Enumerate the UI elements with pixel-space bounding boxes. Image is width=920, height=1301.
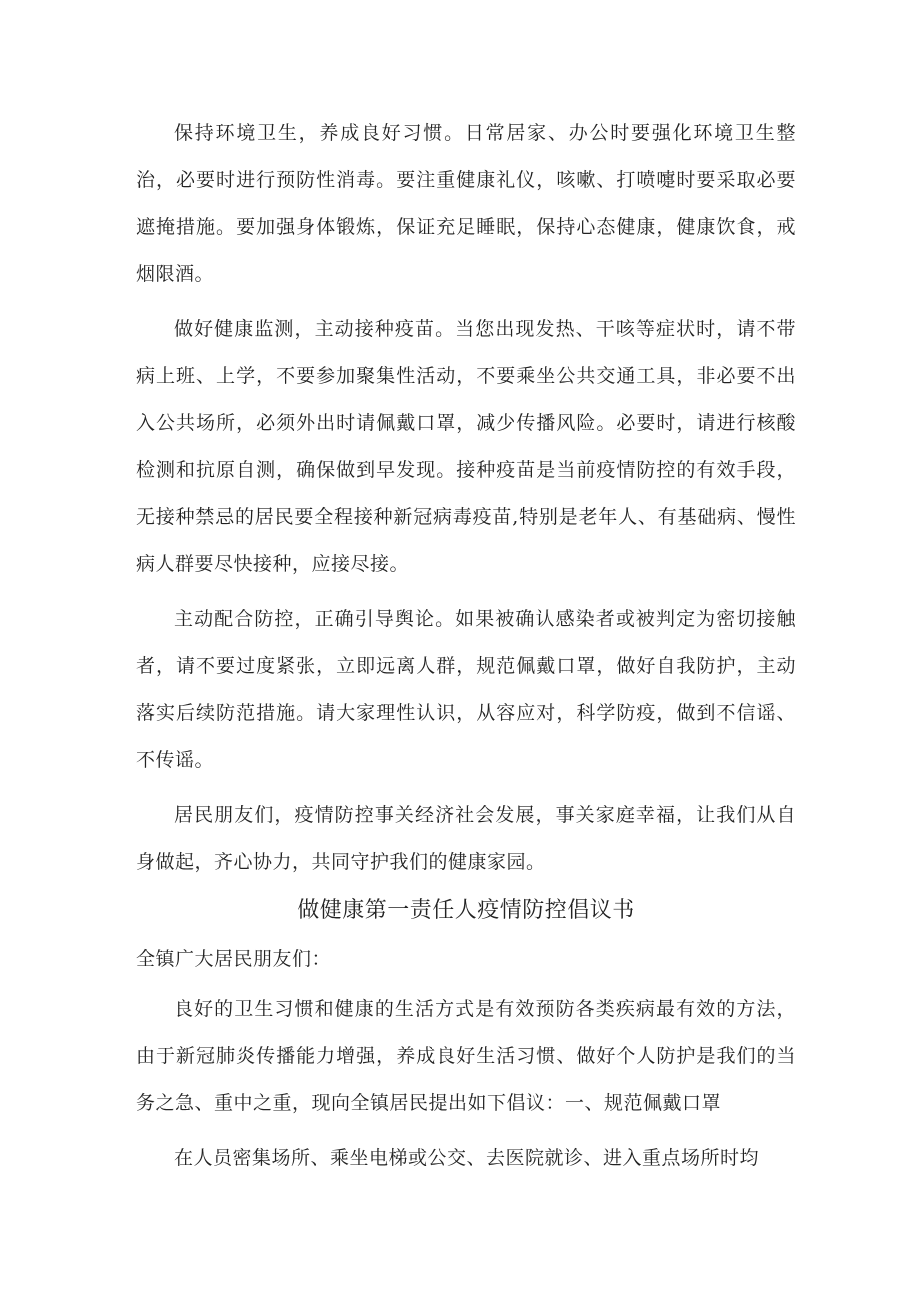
paragraph-environment-hygiene: 保持环境卫生，养成良好习惯。日常居家、办公时要强化环境卫生整治，必要时进行预防性消毒。要注重健康礼仪，咳嗽、打喷嚏时要采取必要遮掩措施。要加强身体锻炼，保证充足睡眠，保持心态健康，健康饮食，戒烟限酒。	[136, 122, 796, 285]
paragraph-closing-appeal: 居民朋友们，疫情防控事关经济社会发展，事关家庭幸福，让我们从自身做起，齐心协力，共同守护我们的健康家园。	[136, 804, 796, 873]
document-body	[136, 110, 796, 1190]
paragraph-cooperate-prevention: 主动配合防控，正确引导舆论。如果被确认感染者或被判定为密切接触者，请不要过度紧张，立即远离人群，规范佩戴口罩，做好自我防护，主动落实后续防范措施。请大家理性认识，从容应对，科学防疫，做到不信谣、不传谣。	[136, 608, 796, 771]
salutation: 全镇广大居民朋友们：	[136, 948, 332, 970]
paragraph-intro: 良好的卫生习惯和健康的生活方式是有效预防各类疾病最有效的方法，由于新冠肺炎传播能力增强，养成良好生活习惯、做好个人防护是我们的当务之急、重中之重，现向全镇居民提出如下倡议：一、规范佩戴口罩	[136, 998, 796, 1114]
paragraph-health-monitoring: 做好健康监测，主动接种疫苗。当您出现发热、干咳等症状时，请不带病上班、上学，不要参加聚集性活动，不要乘坐公共交通工具，非必要不出入公共场所，必须外出时请佩戴口罩，减少传播风险。必要时，请进行核酸检测和抗原自测，确保做到早发现。接种疫苗是当前疫情防控的有效手段，无接种禁忌的居民要全程接种新冠病毒疫苗,特别是老年人、有基础病、慢性病人群要尽快接种，应接尽接。	[136, 318, 796, 575]
document-title: 做健康第一责任人疫情防控倡议书	[297, 898, 635, 923]
paragraph-mask-guideline: 在人员密集场所、乘坐电梯或公交、去医院就诊、进入重点场所时均	[174, 1147, 760, 1169]
